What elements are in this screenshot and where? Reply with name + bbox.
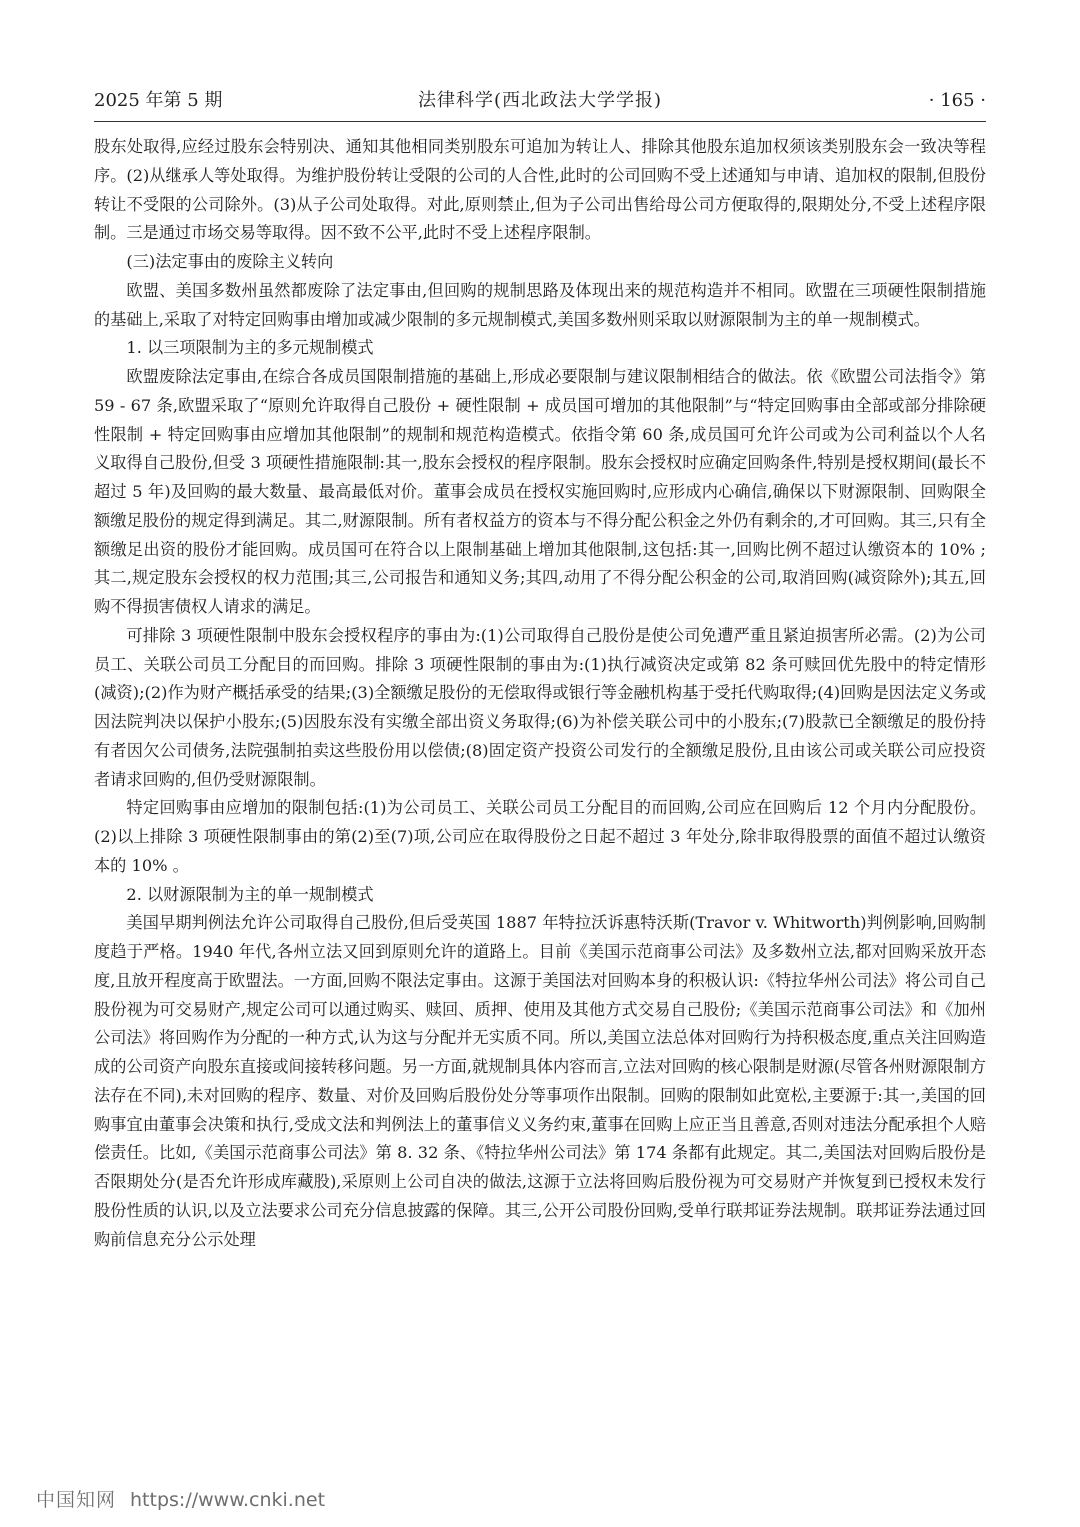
section-heading: (三)法定事由的废除主义转向 <box>126 252 334 271</box>
running-header <box>94 84 986 118</box>
paragraph: 美国早期判例法允许公司取得自己股份,但后受英国 1887 年特拉沃诉惠特沃斯(Travor v. Whitworth)判例影响,回购制度趋于严格。1940 年代,各州立法又回到原则允许的道路上。目前《美国示范商事公司法》及多数州立法,都对回购采放开态度,且放开程度高于欧盟法。一方面,回购不限法定事由。这源于美国法对回购本身的积极认识:《特拉华州公司法》将公司自己股份视为可交易财产,规定公司可以通过购买、赎回、质押、使用及其他方式交易自己股份;《美国示范商事公司法》和《加州公司法》将回购作为分配的一种方式,认为这与分配并无实质不同。所以,美国立法总体对回购行为持积极态度,重点关注回购造成的公司资产向股东直接或间接转移问题。另一方面,就规制具体内容而言,立法对回购的核心限制是财源(尽管各州财源限制方法存在不同),未对回购的程序、数量、对价及回购后股份处分等事项作出限制。回购的限制如此宽松,主要源于:其一,美国的回购事宜由董事会决策和执行,受成文法和判例法上的董事信义义务约束,董事在回购上应正当且善意,否则对违法分配承担个人赔偿责任。比如,《美国示范商事公司法》第 8. 32 条、《特拉华州公司法》第 174 条都有此规定。其二,美国法对回购后股份是否限期处分(是否允许形成库藏股),采原则上公司自决的做法,这源于立法将回购后股份视为可交易财产并恢复到已授权未发行股份性质的认识,以及立法要求公司充分信息披露的保障。其三,公开公司股份回购,受单行联邦证券法规制。联邦证券法通过回购前信息充分公示处理 <box>94 913 986 1249</box>
cnki-brand: 中国知网 <box>36 1489 117 1511</box>
issue-label: 2025 年第 5 期 <box>94 90 223 111</box>
paragraph: 可排除 3 项硬性限制中股东会授权程序的事由为:(1)公司取得自己股份是使公司免遭严重且紧迫损害所必需。(2)为公司员工、关联公司员工分配目的而回购。排除 3 项硬性限制的事由为:(1)执行减资决定或第 82 条可赎回优先股中的特定情形(减资);(2)作为财产概括承受的结果;(3)全额缴足股份的无偿取得或银行等金融机构基于受托代购取得;(4)回购是因法定义务或因法院判决以保护小股东;(5)因股东没有实缴全部出资义务取得;(6)为补偿关联公司中的小股东;(7)股款已全额缴足的股份持有者因欠公司债务,法院强制拍卖这些股份用以偿债;(8)固定资产投资公司发行的全额缴足股份,且由该公司或关联公司应投资者请求回购的,但仍受财源限制。 <box>94 625 986 789</box>
paragraph: 欧盟废除法定事由,在综合各成员国限制措施的基础上,形成必要限制与建议限制相结合的做法。依《欧盟公司法指令》第 59 - 67 条,欧盟采取了“原则允许取得自己股份 + 硬性限制 + 成员国可增加的其他限制”与“特定回购事由全部或部分排除硬性限制 + 特定回购事由应增加其他限制”的规制和规范构造模式。依指令第 60 条,成员国可允许公司或为公司利益以个人名义取得自己股份,但受 3 项硬性措施限制:其一,股东会授权的程序限制。股东会授权时应确定回购条件,特别是授权期间(最长不超过 5 年)及回购的最大数量、最高最低对价。董事会成员在授权实施回购时,应形成内心确信,确保以下财源限制、回购限全额缴足股份的规定得到满足。其二,财源限制。所有者权益方的资本与不得分配公积金之外仍有剩余的,才可回购。其三,只有全额缴足出资的股份才能回购。成员国可在符合以上限制基础上增加其他限制,这包括:其一,回购比例不超过认缴资本的 10% ;其二,规定股东会授权的权力范围;其三,公司报告和通知义务;其四,动用了不得分配公积金的公司,取消回购(减资除外);其五,回购不得损害债权人请求的满足。 <box>94 367 986 616</box>
journal-title: 法律科学(西北政法大学学报) <box>417 90 663 111</box>
subsection-heading: 2. 以财源限制为主的单一规制模式 <box>126 884 374 904</box>
subsection-heading: 1. 以三项限制为主的多元规制模式 <box>126 338 374 358</box>
page-number: · 165 · <box>928 90 986 111</box>
paragraph: 欧盟、美国多数州虽然都废除了法定事由,但回购的规制思路及体现出来的规范构造并不相同。欧盟在三项硬性限制措施的基础上,采取了对特定回购事由增加或减少限制的多元规制模式,美国多数州则采取以财源限制为主的单一规制模式。 <box>94 280 986 329</box>
article-body <box>94 133 986 1254</box>
cnki-url[interactable]: https://www.cnki.net <box>130 1489 326 1511</box>
watermark-footer <box>36 1486 325 1514</box>
paragraph-continued: 股东处取得,应经过股东会特别决、通知其他相同类别股东可追加为转让人、排除其他股东追加权须该类别股东会一致决等程序。(2)从继承人等处取得。为维护股份转让受限的公司的人合性,此时的公司回购不受上述通知与申请、追加权的限制,但股份转让不受限的公司除外。(3)从子公司处取得。对此,原则禁止,但为子公司出售给母公司方便取得的,限期处分,不受上述程序限制。三是通过市场交易等取得。因不致不公平,此时不受上述程序限制。 <box>94 137 986 243</box>
header-rule <box>94 121 986 122</box>
paragraph: 特定回购事由应增加的限制包括:(1)为公司员工、关联公司员工分配目的而回购,公司应在回购后 12 个月内分配股份。(2)以上排除 3 项硬性限制事由的第(2)至(7)项,公司应在取得股份之日起不超过 3 年处分,除非取得股票的面值不超过认缴资本的 10% 。 <box>94 798 986 875</box>
